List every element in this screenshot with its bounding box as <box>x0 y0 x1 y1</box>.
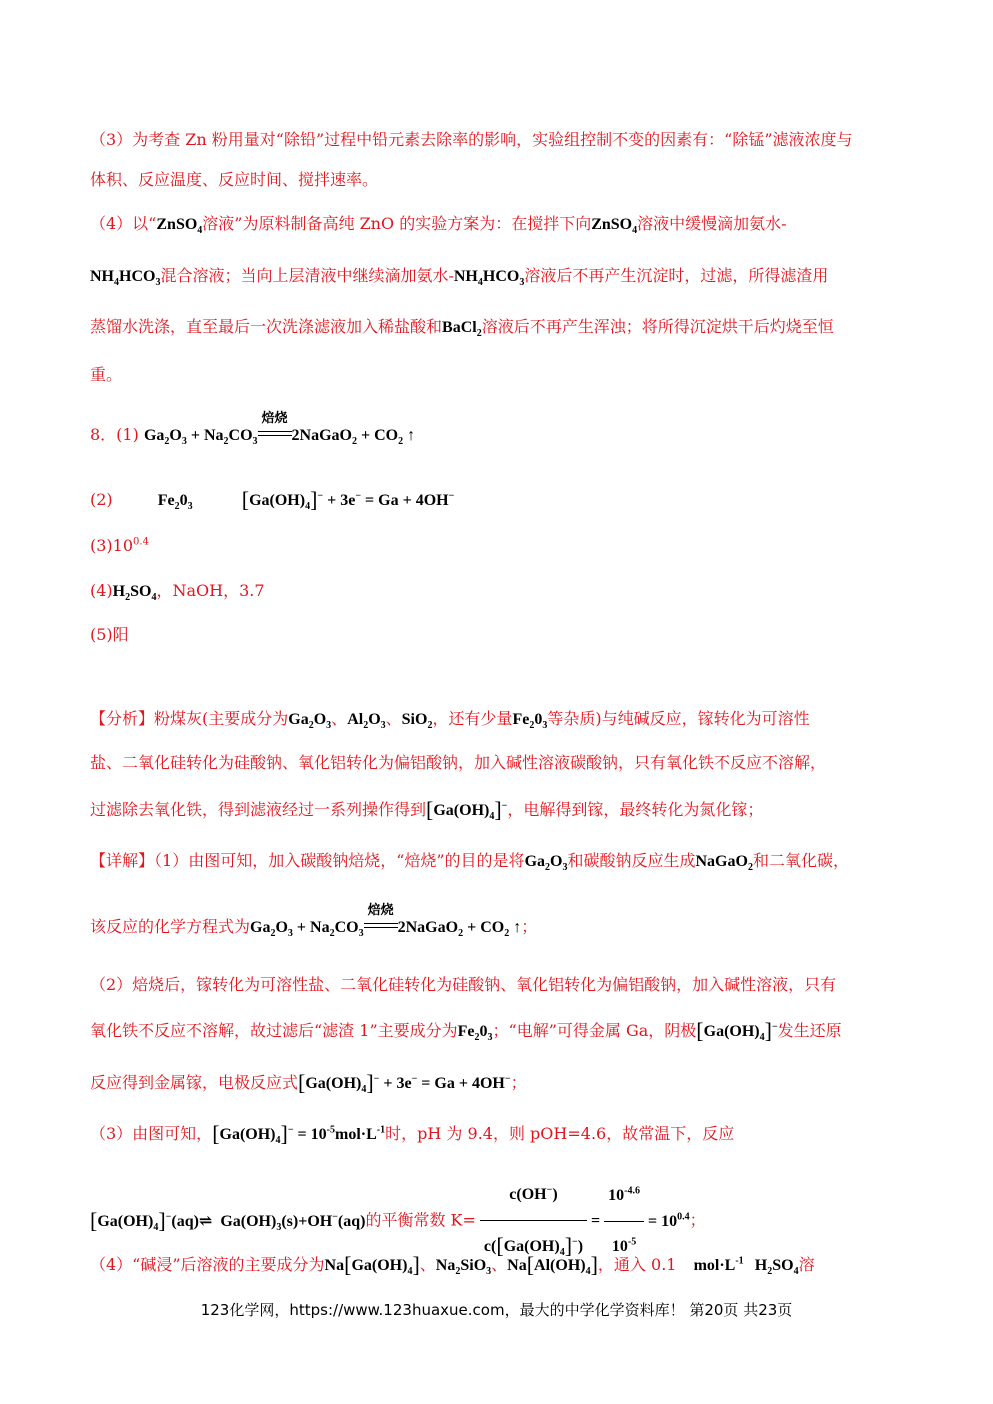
para-q4-line3: 蒸馏水洗涤，直至最后一次洗涤滤液加入稀盐酸和BaCl$_2$溶液后不再产生浑浊；将所得沉淀烘干后灼烧至恒 <box>90 317 834 340</box>
detail-line8: （4）“碱浸”后溶液的主要成分为$Na[Ga(OH)_4]$、$Na_2SiO_3$、$Na[Al(OH)_4]$，通入 0.1 $mol\cdot L^{-1}$ $H_2SO_4$溶 <box>90 1252 815 1278</box>
detail-line3: （2）焙烧后，镓转化为可溶性盐、二氧化硅转化为硅酸钠、氧化铝转化为偏铝酸钠，加入碱性溶液，只有 <box>90 975 837 994</box>
para-q4-line4: 重。 <box>90 365 123 384</box>
condition-bake-2: 焙烧 <box>367 903 394 918</box>
answer-8-5: (5)阳 <box>90 625 129 644</box>
para-q3-line1: （3）为考查 Zn 粉用量对“除铅”过程中铅元素去除率的影响，实验组控制不变的因素有：“除锰”滤液浓度与 <box>90 130 853 149</box>
detail-line6: （3）由图可知，$[Ga(OH)_4]^- = 10^{-5}mol\cdot L^{-1}$时，pH 为 9.4，则 pOH=4.6，故常温下，反应 <box>90 1121 735 1147</box>
detail-line4: 氧化铁不反应不溶解，故过滤后“滤渣 1”主要成分为$Fe_20_3$；“电解”可得金属 Ga，阴极$[Ga(OH)_4]^-$发生还原 <box>90 1018 842 1044</box>
para-q3-line2: 体积、反应温度、反应时间、搅拌速率。 <box>90 170 379 189</box>
answer-8-2: (2) $Fe_20_3$ $[Ga(OH)_4]^- + 3e^- = Ga + 4OH^-$ <box>90 487 455 513</box>
k-fraction: $\frac{c(OH^-)}{c([Ga(OH)_4]^-)}$ <box>480 1172 587 1270</box>
para-q4-line1: （4）以“ZnSO$_4$溶液”为原料制备高纯 ZnO 的实验方案为：在搅拌下向ZnSO$_4$溶液中缓慢滴加氨水- <box>90 214 787 237</box>
detail-line1: 【详解】（1）由图可知，加入碳酸钠焙烧，“焙烧”的目的是将$Ga_2O_3$和碳酸钠反应生成NaGaO$_2$和二氧化碳， <box>90 851 849 874</box>
analysis-tag: 【分析】 <box>90 709 155 728</box>
answer-8-3: $(3)10^{0.4}$ <box>90 536 149 555</box>
para-q4-line2: $NH_4HCO_3$混合溶液；当向上层清液中继续滴加氨水$-NH_4HCO_3$溶液后不再产生沉淀时，过滤，所得滤渣用 <box>90 266 829 289</box>
answer-8-1: 8．(1) $Ga_2O_3 + Na_2CO_3$ 焙烧 2NaGaO$_2$ + $CO_2$ ↑ <box>90 424 415 447</box>
analysis-line2: 盐、二氧化硅转化为硅酸钠、氧化铝转化为偏铝酸钠，加入碱性溶液碳酸钠，只有氧化铁不反应不溶解， <box>90 753 827 772</box>
detail-line7: $[Ga(OH)_4]^-(aq)\rightleftharpoons$ $Ga(OH)_3(s)+OH^-(aq)$的平衡常数 K= $\frac{c(OH^-)}{c([Ga(OH)_4]^-)}$ = $\frac{10^{-4.6}}{10^{-5}}$ = $10^{0.4}$； <box>90 1172 706 1270</box>
k-value-fraction: $\frac{10^{-4.6}}{10^{-5}}$ <box>604 1173 644 1270</box>
answer-8-4: $(4)H_2SO_4$，NaOH，3.7 <box>90 581 265 604</box>
detail-tag: 【详解】 <box>90 851 155 870</box>
analysis-line3: 过滤除去氧化铁，得到滤液经过一系列操作得到$[Ga(OH)_4]^-$，电解得到镓，最终转化为氮化镓； <box>90 797 764 823</box>
detail-line5: 反应得到金属镓，电极反应式$[Ga(OH)_4]^- + 3e^- = Ga + 4OH^-$； <box>90 1070 527 1096</box>
page-footer: 123化学网，https://www.123huaxue.com，最大的中学化学资料库！ 第20页 共23页 <box>200 1301 793 1319</box>
detail-line2: 该反应的化学方程式为$Ga_2O_3 + Na_2CO_3$ 焙烧 2NaGaO$_2$ + $CO_2$ ↑； <box>90 916 537 939</box>
analysis-line1: 【分析】粉煤灰(主要成分为$Ga_2O_3$、$Al_2O_3$、SiO$_2$，还有少量$Fe_20_3$等杂质)与纯碱反应，镓转化为可溶性 <box>90 709 810 732</box>
condition-bake: 焙烧 <box>261 411 288 426</box>
